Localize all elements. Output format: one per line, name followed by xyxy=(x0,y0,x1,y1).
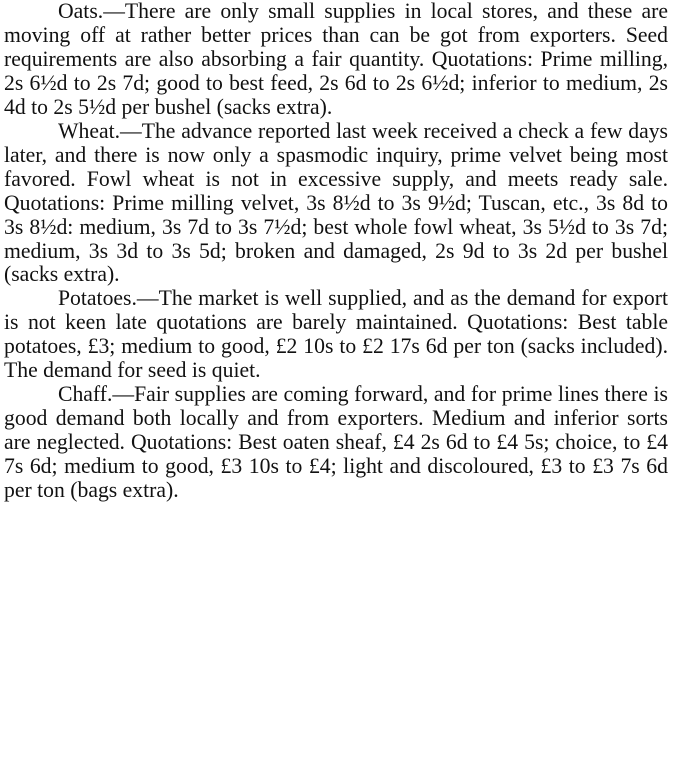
potatoes-text: —The market is well supplied, and as the demand for export is not keen late quotations are barely maintained. Quotations: Best table potatoes, £3; medium to good, £2 10s to £2 17s 6d per ton (sacks included). The demand for seed is quiet. xyxy=(4,286,668,383)
oats-paragraph xyxy=(4,0,668,120)
wheat-paragraph xyxy=(4,120,668,288)
oats-text: —There are only small supplies in local stores, and these are moving off at rather better prices than can be got from exporters. Seed requirements are also absorbing a fair quantity. Quotations: Prime milling, 2s 6½d to 2s 7d; good to best feed, 2s 6d to 2s 6½d; inferior to medium, 2s 4d to 2s 5½d per bushel (sacks extra). xyxy=(4,0,668,119)
potatoes-paragraph xyxy=(4,287,668,383)
chaff-paragraph xyxy=(4,383,668,503)
chaff-text: —Fair supplies are coming forward, and for prime lines there is good demand both locally and from exporters. Medium and inferior sorts are neglected. Quotations: Best oaten sheaf, £4 2s 6d to £4 5s; choice, to £4 7s 6d; medium to good, £3 10s to £4; light and discoloured, £3 to £3 7s 6d per ton (bags extra). xyxy=(4,382,668,503)
wheat-text: —The advance reported last week received a check a few days later, and there is now only a spasmodic inquiry, prime velvet being most favored. Fowl wheat is not in excessive supply, and meets ready sale. Quotations: Prime milling velvet, 3s 8½d to 3s 9½d; Tuscan, etc., 3s 8d to 3s 8½d: medium, 3s 7d to 3s 7½d; best whole fowl wheat, 3s 5½d to 3s 7d; medium, 3s 3d to 3s 5d; broken and damaged, 2s 9d to 3s 2d per bushel (sacks extra). xyxy=(4,118,668,287)
chaff-heading: Chaff. xyxy=(58,382,113,407)
wheat-heading: Wheat. xyxy=(58,118,121,143)
potatoes-heading: Potatoes. xyxy=(58,286,137,311)
oats-heading: Oats. xyxy=(58,0,104,23)
